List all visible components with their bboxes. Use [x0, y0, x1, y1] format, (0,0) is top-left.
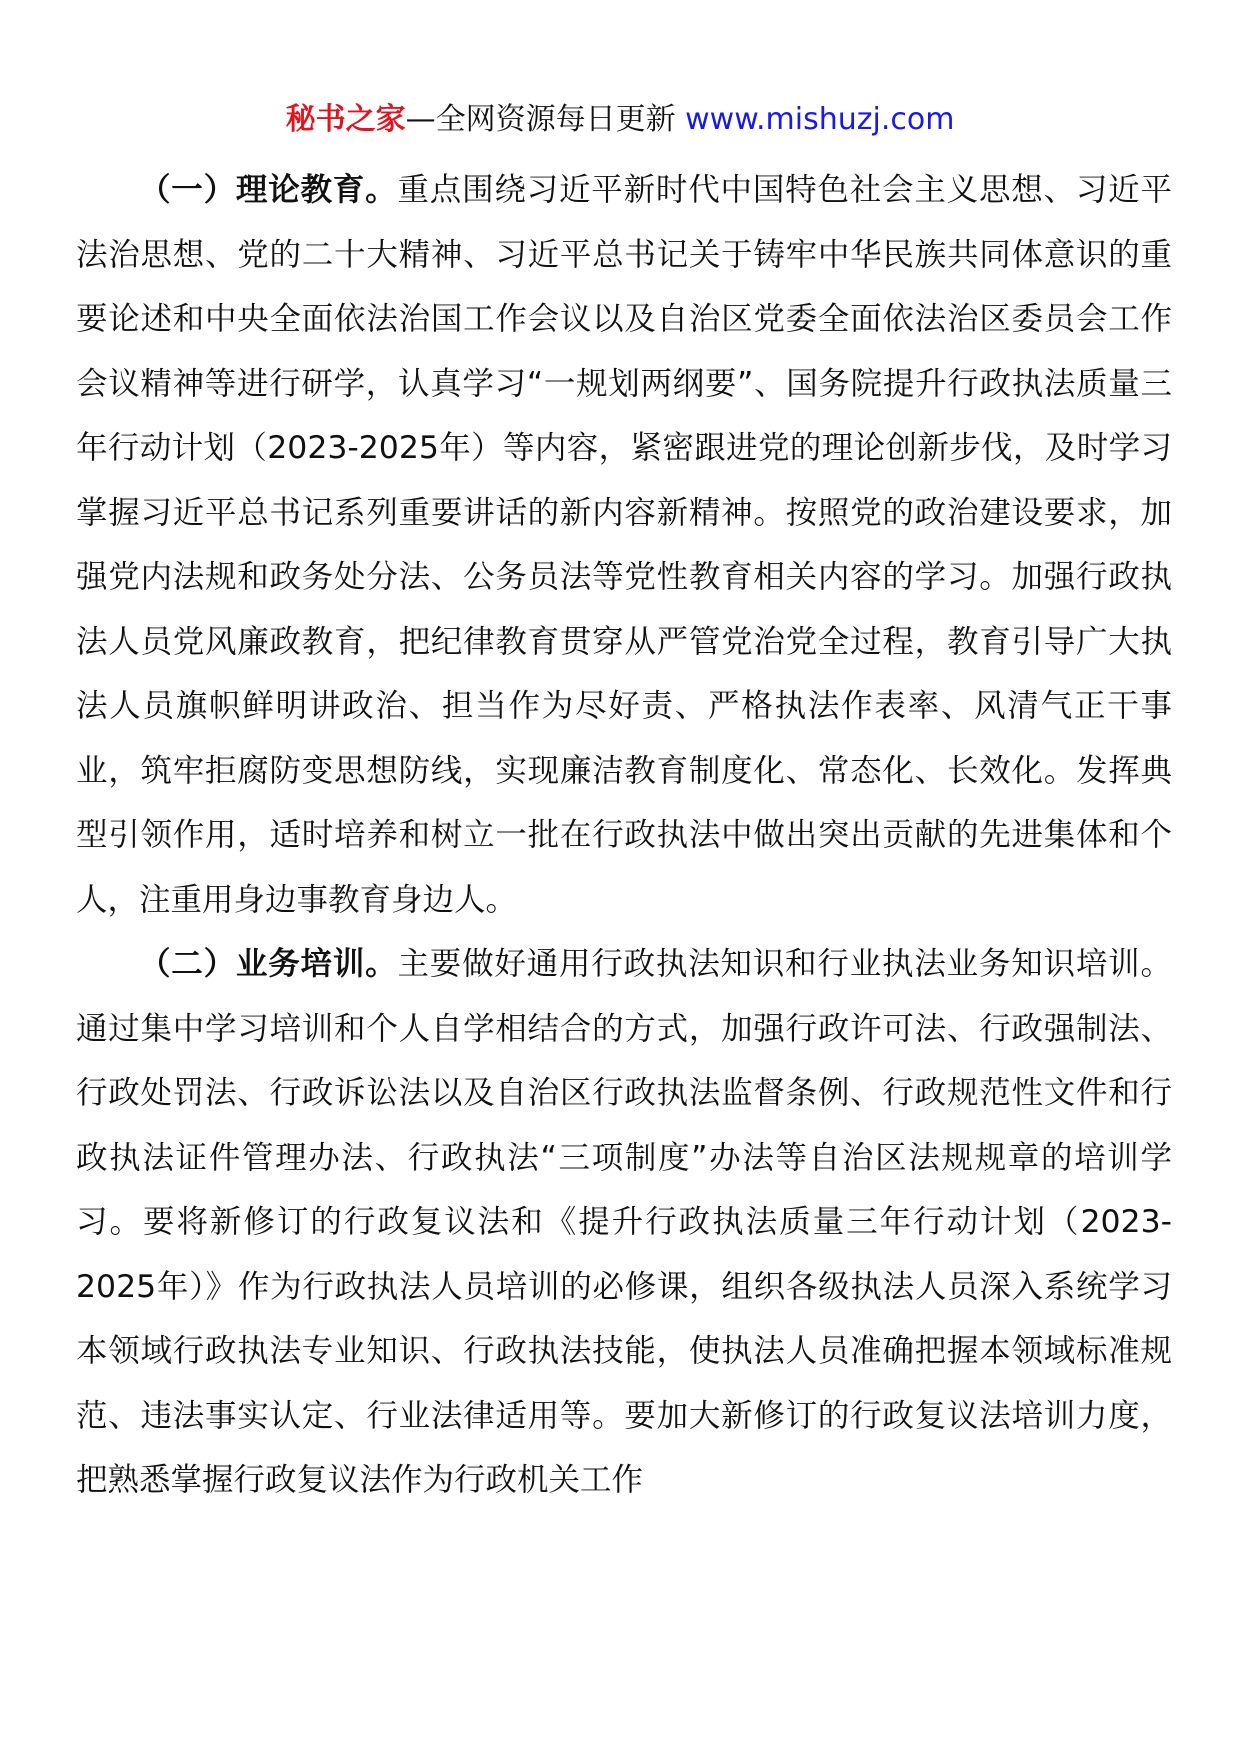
document-body	[76, 158, 1172, 1513]
paragraph-text: 重点围绕习近平新时代中国特色社会主义思想、习近平法治思想、党的二十大精神、习近平总书记关于铸牢中华民族共同体意识的重要论述和中央全面依法治国工作会议以及自治区党委全面依法治区委员会工作会议精神等进行研学，认真学习“一规划两纲要”、国务院提升行政执法质量三年行动计划（2023-2025年）等内容，紧密跟进党的理论创新步伐，及时学习掌握习近平总书记系列重要讲话的新内容新精神。按照党的政治建设要求，加强党内法规和政务处分法、公务员法等党性教育相关内容的学习。加强行政执法人员党风廉政教育，把纪律教育贯穿从严管党治党全过程，教育引导广大执法人员旗帜鲜明讲政治、担当作为尽好责、严格执法作表率、风清气正干事业，筑牢拒腐防变思想防线，实现廉洁教育制度化、常态化、长效化。发挥典型引领作用，适时培养和树立一批在行政执法中做出突出贡献的先进集体和个人，注重用身边事教育身边人。	[76, 172, 1172, 918]
paragraph-business-training	[76, 932, 1172, 1513]
paragraph-text: 主要做好通用行政执法知识和行业执法业务知识培训。通过集中学习培训和个人自学相结合的方式，加强行政许可法、行政强制法、行政处罚法、行政诉讼法以及自治区行政执法监督条例、行政规范性文件和行政执法证件管理办法、行政执法“三项制度”办法等自治区法规规章的培训学习。要将新修订的行政复议法和《提升行政执法质量三年行动计划（2023-2025年）》作为行政执法人员培训的必修课，组织各级执法人员深入系统学习本领域行政执法专业知识、行政执法技能，使执法人员准确把握本领域标准规范、违法事实认定、行业法律适用等。要加大新修订的行政复议法培训力度，把熟悉掌握行政复议法作为行政机关工作	[76, 946, 1172, 1498]
site-url-link[interactable]: www.mishuzj.com	[685, 102, 955, 137]
section-heading: （二）业务培训。	[139, 946, 398, 982]
site-header	[0, 100, 1240, 140]
section-heading: （一）理论教育。	[139, 172, 398, 208]
site-brand: 秘书之家	[285, 102, 406, 137]
paragraph-theory-education	[76, 158, 1172, 932]
site-tagline: —全网资源每日更新	[405, 102, 676, 137]
